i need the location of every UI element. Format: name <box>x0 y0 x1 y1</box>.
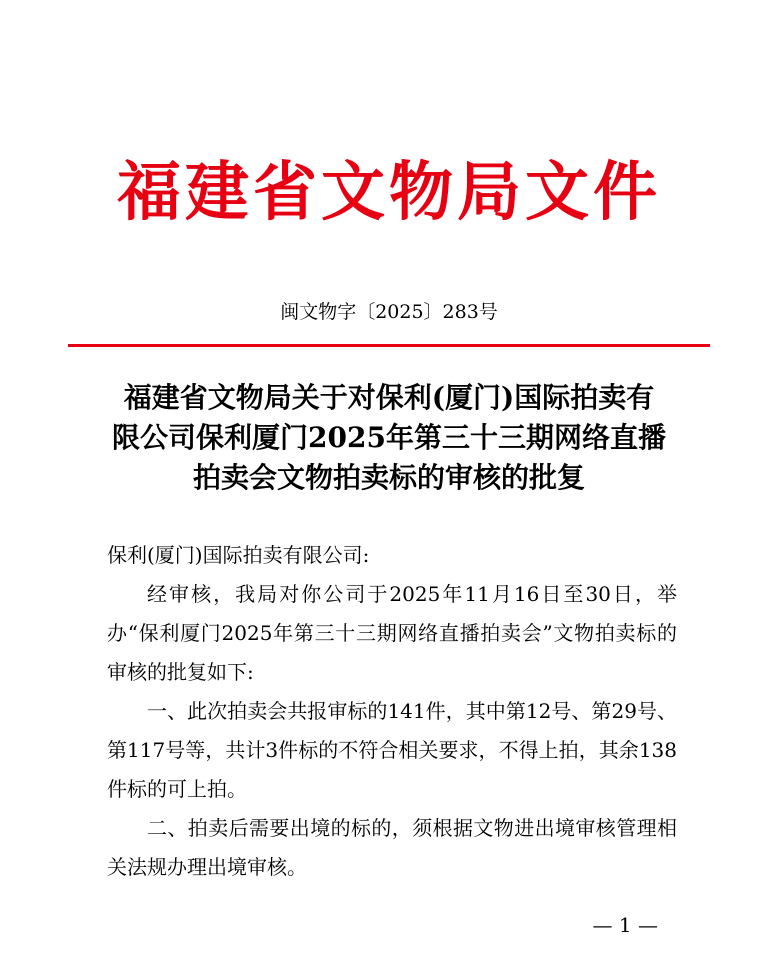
red-divider-line <box>68 344 710 347</box>
document-body <box>107 536 677 887</box>
document-title-line: 拍卖会文物拍卖标的审核的批复 <box>192 461 585 494</box>
document-number: 闽文物字〔2025〕283号 <box>280 301 498 323</box>
document-title-line: 福建省文物局关于对保利(厦门)国际拍卖有 <box>123 381 655 414</box>
page-number-container <box>0 910 778 940</box>
addressee: 保利(厦门)国际拍卖有限公司: <box>107 543 370 567</box>
body-paragraph: 二、拍卖后需要出境的标的，须根据文物进出境审核管理相关法规办理出境审核。 <box>107 816 677 879</box>
document-title <box>80 378 698 498</box>
issuer-header-title: 福建省文物局文件 <box>117 155 661 230</box>
body-paragraph: 经审核，我局对你公司于2025年11月16日至30日，举办“保利厦门2025年第三十三期网络直播拍卖会”文物拍卖标的审核的批复如下: <box>107 582 677 684</box>
page-number: — 1 — <box>592 913 658 937</box>
body-paragraph: 一、此次拍卖会共报审标的141件，其中第12号、第29号、第117号等，共计3件标的不符合相关要求，不得上拍，其余138件标的可上拍。 <box>107 699 677 801</box>
document-title-line: 限公司保利厦门2025年第三十三期网络直播 <box>112 421 666 454</box>
